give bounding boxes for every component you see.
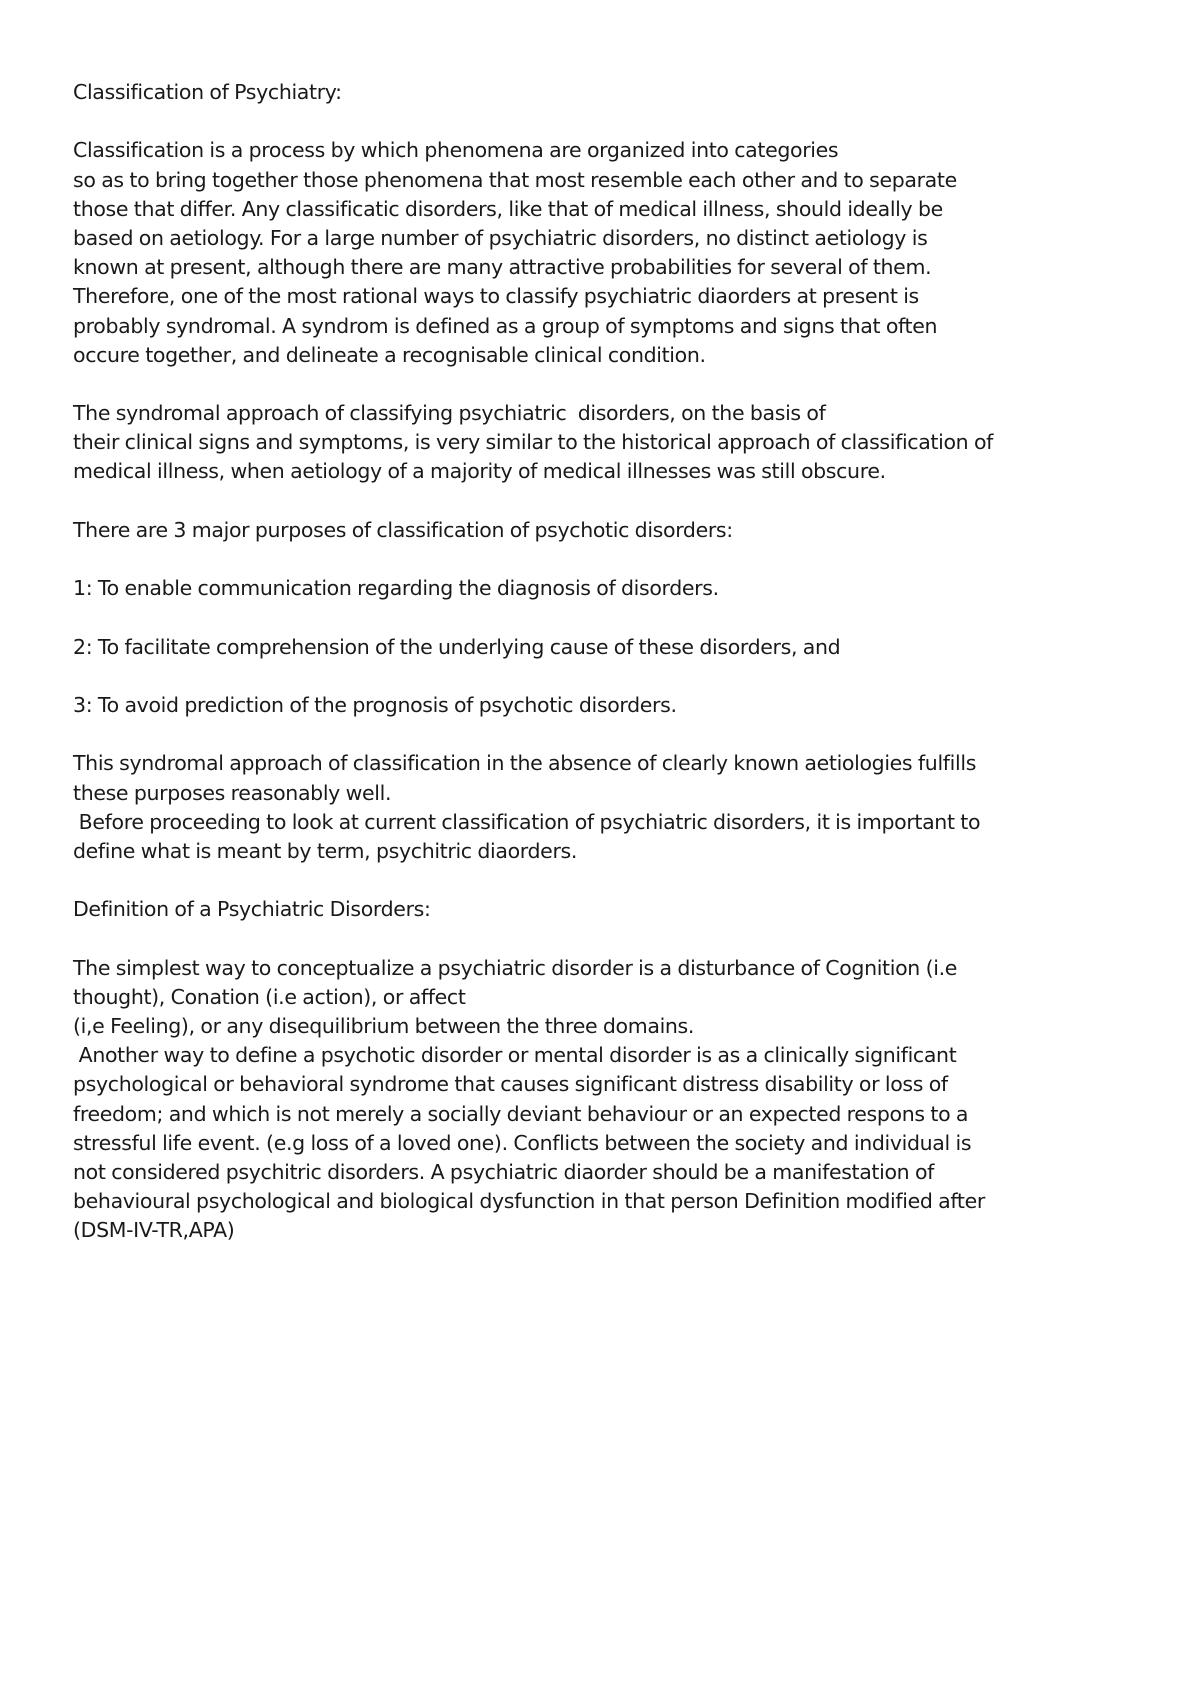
paragraph-line: medical illness, when aetiology of a majority of medical illnesses was still obscure. — [73, 459, 886, 484]
paragraph-line: known at present, although there are many attractive probabilities for several of them. — [73, 255, 932, 280]
paragraph-line: psychological or behavioral syndrome that causes significant distress disability or loss of — [73, 1072, 948, 1097]
paragraph-line: Therefore, one of the most rational ways to classify psychiatric diaorders at present is — [73, 284, 919, 309]
paragraph-line: This syndromal approach of classification in the absence of clearly known aetiologies fulfills — [73, 751, 977, 776]
definition-paragraph — [73, 954, 1153, 1246]
document-body — [73, 78, 1153, 1246]
blank-line — [73, 603, 1153, 632]
paragraph-line: Another way to define a psychotic disorder or mental disorder is as a clinically significant — [73, 1043, 957, 1068]
paragraph-line: (DSM-IV-TR,APA) — [73, 1218, 235, 1243]
section-heading-definition: Definition of a Psychiatric Disorders: — [73, 897, 431, 922]
paragraph-line: Before proceeding to look at current classification of psychiatric disorders, it is important to — [73, 809, 981, 834]
paragraph-line: Classification is a process by which phenomena are organized into categories — [73, 138, 839, 163]
conclusion-paragraph — [73, 749, 1153, 866]
blank-line — [73, 924, 1153, 953]
paragraph-line: behavioural psychological and biological dysfunction in that person Definition modified after — [73, 1189, 985, 1214]
blank-line — [73, 720, 1153, 749]
paragraph-line: (i,e Feeling), or any disequilibrium between the three domains. — [73, 1014, 695, 1038]
purposes-intro: There are 3 major purposes of classification of psychotic disorders: — [73, 517, 733, 542]
paragraph-line: freedom; and which is not merely a socially deviant behaviour or an expected respons to a — [73, 1101, 969, 1126]
paragraph-line: their clinical signs and symptoms, is very similar to the historical approach of classification of — [73, 430, 994, 455]
paragraph-line: thought), Conation (i.e action), or affect — [73, 984, 466, 1009]
purpose-item: 3: To avoid prediction of the prognosis of psychotic disorders. — [73, 692, 677, 717]
blank-line — [73, 545, 1153, 574]
blank-line — [73, 866, 1153, 895]
paragraph-line: based on aetiology. For a large number of psychiatric disorders, no distinct aetiology is — [73, 225, 928, 250]
paragraph-line: occure together, and delineate a recognisable clinical condition. — [73, 342, 706, 367]
purpose-item: 1: To enable communication regarding the diagnosis of disorders. — [73, 576, 719, 601]
blank-line — [73, 662, 1153, 691]
paragraph-line: The syndromal approach of classifying psychiatric disorders, on the basis of — [73, 401, 826, 426]
paragraph-line: not considered psychitric disorders. A psychiatric diaorder should be a manifestation of — [73, 1159, 935, 1184]
section-heading-classification: Classification of Psychiatry: — [73, 80, 342, 104]
paragraph-line: so as to bring together those phenomena that most resemble each other and to separate — [73, 167, 957, 192]
blank-line — [73, 370, 1153, 399]
paragraph-line: define what is meant by term, psychitric diaorders. — [73, 838, 578, 863]
purpose-item: 2: To facilitate comprehension of the underlying cause of these disorders, and — [73, 634, 841, 659]
paragraph-line: probably syndromal. A syndrom is defined as a group of symptoms and signs that often — [73, 313, 938, 338]
paragraph-line: stressful life event. (e.g loss of a loved one). Conflicts between the society and individual is — [73, 1130, 972, 1155]
syndromal-paragraph — [73, 399, 1153, 487]
intro-paragraph — [73, 136, 1153, 370]
paragraph-line: those that differ. Any classificatic disorders, like that of medical illness, should ideally be — [73, 196, 943, 221]
paragraph-line: The simplest way to conceptualize a psychiatric disorder is a disturbance of Cognition (i.e — [73, 955, 958, 980]
blank-line — [73, 487, 1153, 516]
blank-line — [73, 107, 1153, 136]
paragraph-line: these purposes reasonably well. — [73, 780, 392, 805]
